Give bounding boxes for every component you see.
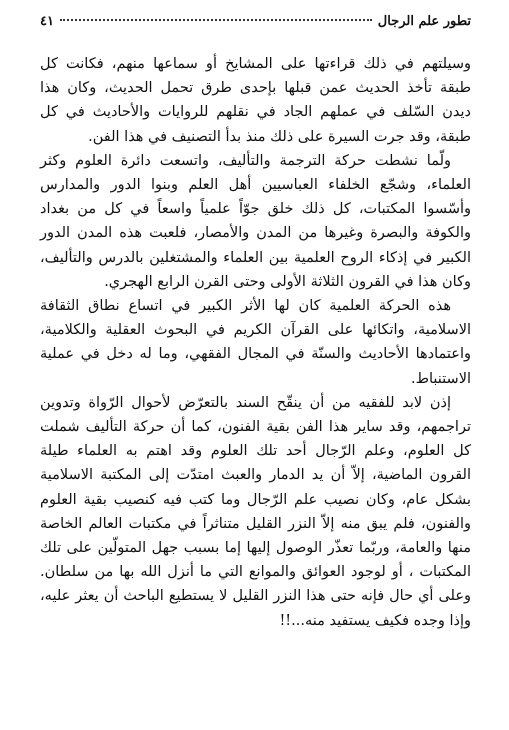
page-number: ٤١ xyxy=(40,14,54,29)
paragraph-1: وسيلتهم في ذلك قراءتها على المشايخ أو سماعها منهم، فكانت كل طبقة تأخذ الحديث عمن قبلها بإحدى طرق تحمل الحديث، وكان هذا ديدن السّلف في عملهم الجاد في نقلهم للروايات والأحاديث في كل طبقة، وقد جرت السيرة على ذلك منذ بدأ التصنيف في هذا الفن. xyxy=(40,56,471,145)
paragraph-4: إذن لابد للفقيه من أن ينقّح السند بالتعرّض لأحوال الرّواة وتدوين تراجمهم، وقد ساير هذا الفن بقية الفنون، كما أن حركة التأليف شملت كل العلوم، وعلم الرّجال أحد تلك العلوم وقد اهتم به العلماء طيلة القرون الماضية، إلاّ أن يد الدمار والعبث امتدّت إلى المكتبة الاسلامية بشكل عام، وكان نصيب علم الرّجال وما كتب فيه كنصيب بقية العلوم والفنون، فلم يبق منه إلاّ النزر القليل متناثراً في مكتبات العالم الخاصة منها والعامة، وربّما تعذّر الوصول إليها إما بسبب جهل المتولّين على تلك المكتبات ، أو لوجود العوائق والموانع التي ما أنزل الله بها من سلطان. وعلى أي حال فإنه حتى هذا النزر القليل لا يستطيع الباحث أن يعثر عليه، وإذا وجده فكيف يستفيد منه...!! xyxy=(40,394,471,629)
paragraph-2: ولّما نشطت حركة الترجمة والتأليف، واتسعت دائرة العلوم وكثر العلماء، وشجّع الخلفاء العباسيين أهل العلم وبنوا الدور والمدارس وأسّسوا المكتبات، كل ذلك خلق جوّاً علمياً واسعاً في كل من بغداد والكوفة والبصرة وغيرها من المدن والأمصار، فلعبت هذه المدن الدور الكبير في إذكاء الروح العلمية بين العلماء والمشتغلين بالدرس والتأليف، وكان هذا في القرون الثلاثة الأولى وحتى القرن الرابع الهجري. xyxy=(40,152,471,290)
page-header xyxy=(40,14,471,36)
page-body xyxy=(40,52,471,633)
running-title: تطور علم الرجال xyxy=(377,14,471,29)
paragraph-3: هذه الحركة العلمية كان لها الأثر الكبير في اتساع نطاق الثقافة الاسلامية، واتكائها على القرآن الكريم في البحوث العقلية والكلامية، واعتمادها الأحاديث والسنّة في المجال الفقهي، وما له دخل في عملية الاستنباط. xyxy=(40,298,471,387)
header-dot-leader xyxy=(60,19,372,21)
